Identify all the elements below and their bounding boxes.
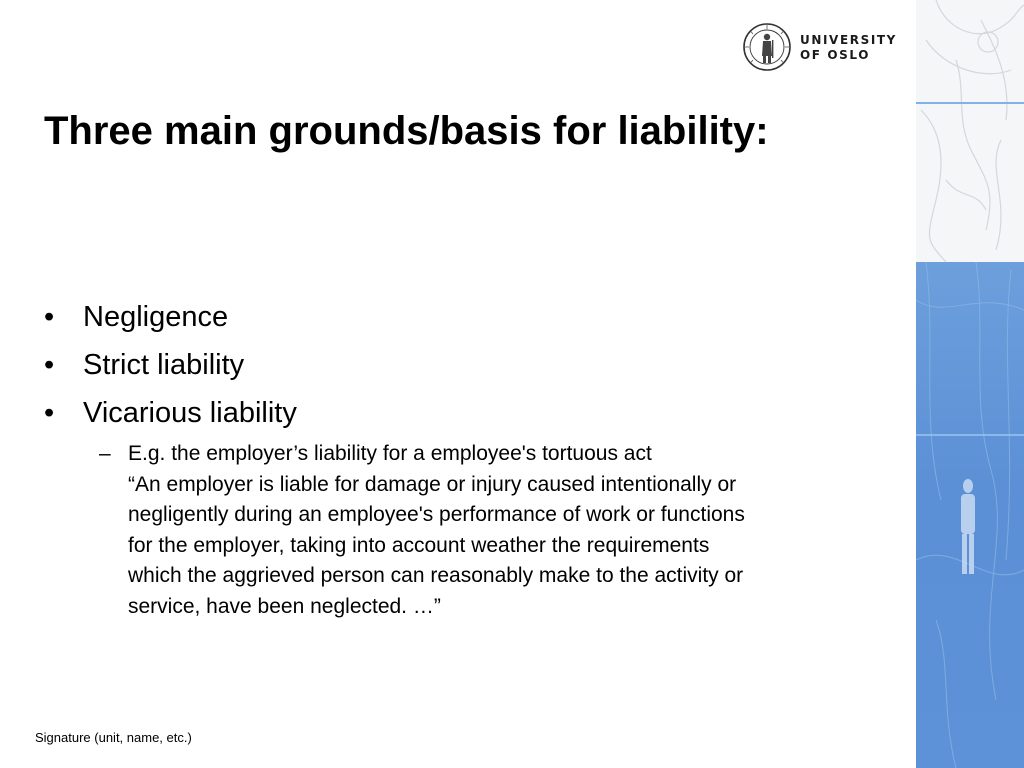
bullet-marker: • (44, 397, 55, 429)
side-decoration-panel (916, 0, 1024, 768)
bullet-marker: • (44, 349, 55, 381)
sub-bullet-line: “An employer is liable for damage or injury caused intentionally or (128, 472, 737, 496)
sub-bullet-list (44, 437, 938, 622)
bullet-item (44, 389, 904, 437)
university-seal-icon (742, 22, 792, 72)
bullet-list (44, 293, 904, 437)
statue-artwork-image (916, 0, 1024, 768)
wordmark-line-1: UNIVERSITY (800, 33, 897, 47)
bullet-item (44, 341, 904, 389)
sub-bullet-marker: – (99, 442, 111, 465)
slide-title: Three main grounds/basis for liability: (44, 109, 769, 153)
sub-bullet-line: for the employer, taking into account weather the requirements (128, 533, 710, 557)
wordmark-line-2: OF OSLO (800, 48, 871, 62)
bullet-marker: • (44, 301, 55, 333)
sub-bullet-line: which the aggrieved person can reasonably make to the activity or (128, 564, 744, 587)
university-wordmark (800, 33, 897, 63)
sub-bullet-line: E.g. the employer’s liability for a employee's tortuous act (128, 442, 652, 465)
sub-bullet-line: service, have been neglected. …” (128, 594, 441, 618)
bullet-text: Negligence (83, 301, 229, 333)
sub-bullet-line: negligently during an employee's performance of work or functions (128, 503, 745, 526)
bullet-item (44, 293, 904, 341)
bullet-text: Vicarious liability (83, 397, 297, 429)
university-logo (742, 22, 902, 74)
bullet-text: Strict liability (83, 349, 245, 381)
footer-signature: Signature (unit, name, etc.) (35, 730, 192, 745)
sub-bullet-item (99, 439, 938, 622)
